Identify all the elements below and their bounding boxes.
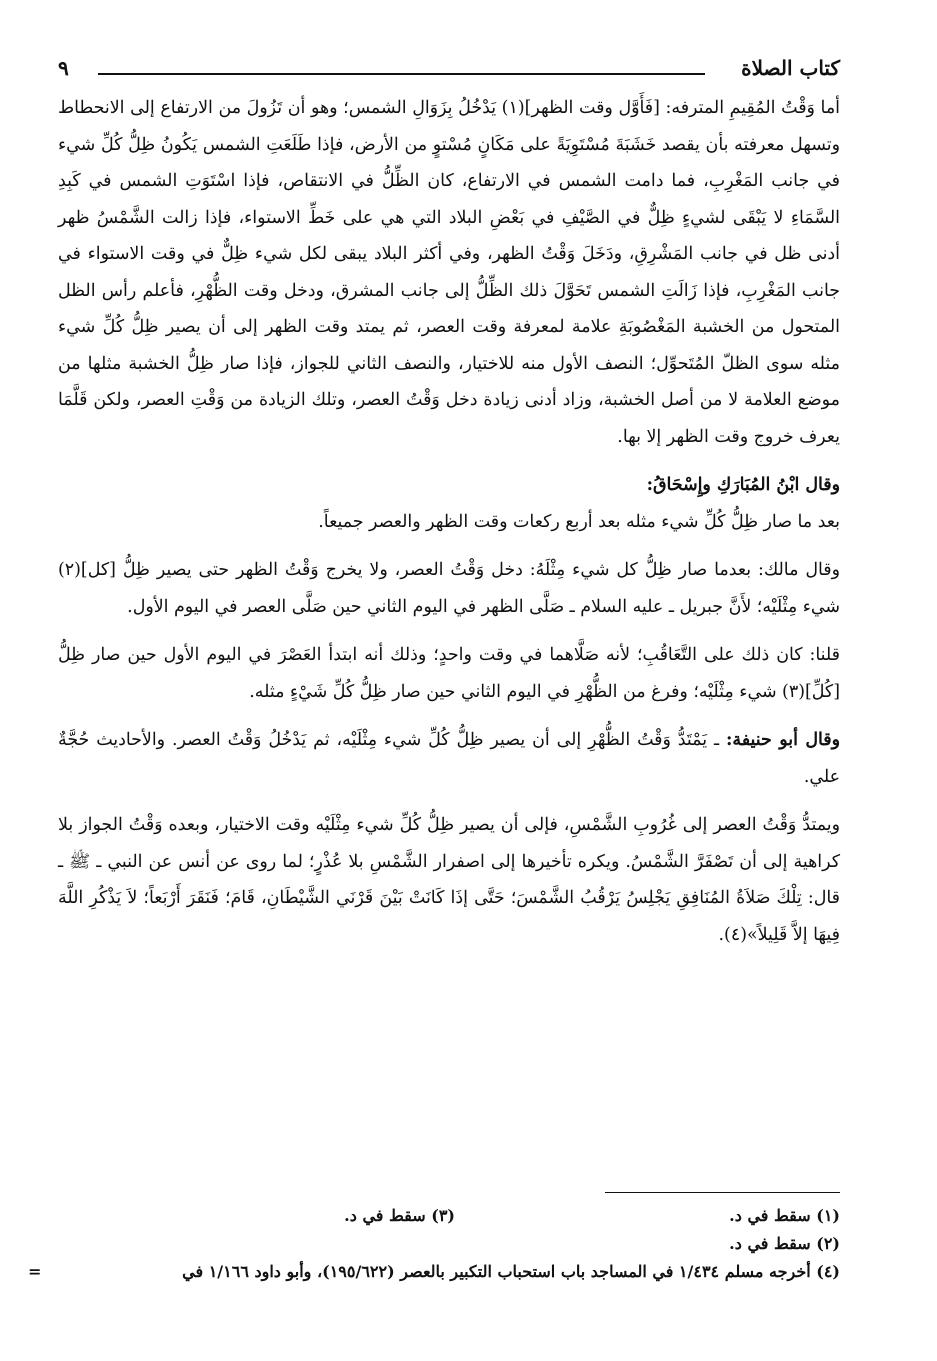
book-page (28, 40, 840, 1340)
page-header (58, 56, 840, 86)
paragraph-text: وقال مالك: بعدما صار ظِلُّ كل شيء مِثْلَهُ: دخل وَقْتُ العصر، ولا يخرج وَقْتُ الظهر حتى يصير ظِلُّ [كل](٢) شيء مِثْلَيْه؛ لأَنَّ جبريل ـ عليه السلام ـ صَلَّى الظهر في اليوم الثاني حين صَلَّى العصر في اليوم الأول. (58, 560, 840, 617)
paragraph-lead: وقال أبو حنيفة: (726, 730, 840, 750)
paragraph-text: قلنا: كان ذلك على التَّعَاقُبِ؛ لأنه صَلَّاهما في وقت واحدٍ؛ وذلك أنه ابتدأ العَصْرَ في اليوم الأول حين صار ظِلُّ [كُلِّ](٣) شيء مِثْلَيْه؛ وفرغ من الظُّهْرِ في اليوم الثاني حين صار ظِلُّ كُلِّ شَيْءٍ مثله. (58, 645, 840, 702)
footnote-1: (١) سقط في د. (729, 1206, 840, 1225)
paragraph-text: بعد ما صار ظِلُّ كُلِّ شيء مثله بعد أربع ركعات وقت الظهر والعصر جميعاً. (318, 511, 840, 532)
continuation-mark: = (28, 1262, 42, 1281)
paragraph-lead: وقال ابْنُ المُبَارَكِ وإِسْحَاقُ: (646, 475, 840, 495)
paragraph-ibn-mubarak-text (58, 504, 840, 541)
paragraph-text: ـ يَمْتَدُّ وَقْتُ الظُّهْرِ إلى أن يصير ظِلُّ كُلِّ شيء مِثْلَيْه، ثم يَدْخُلُ وَقْتُ العصر. والأحاديث حُجَّةٌ علي. (58, 730, 840, 787)
main-text (58, 90, 840, 953)
footnote-4: (٤) أخرجه مسلم ١/٤٣٤ في المساجد باب استحباب التكبير بالعصر (١٩٥/٦٢٢)، وأبو داود ١/١٦٦ في (182, 1262, 840, 1281)
paragraph-malik (58, 552, 840, 625)
paragraph-zuhr-time (58, 90, 840, 455)
footnote-row (28, 1258, 840, 1286)
header-rule (98, 73, 705, 75)
footnote-row (58, 1230, 840, 1258)
paragraph-asr-time (58, 807, 840, 953)
footnote-3: (٣) سقط في د. (344, 1206, 455, 1225)
footnote-row (58, 1202, 840, 1230)
page-number: ٩ (58, 56, 69, 80)
footnotes (28, 1202, 840, 1286)
paragraph-ibn-mubarak-heading (58, 467, 840, 504)
book-title: كتاب الصلاة (741, 56, 840, 80)
footnote-2: (٢) سقط في د. (729, 1234, 840, 1253)
paragraph-abu-hanifa (58, 722, 840, 795)
paragraph-response (58, 637, 840, 710)
paragraph-text: أما وَقْتُ المُقِيمِ المترفه: [فَأَوَّل وقت الظهر](١) يَدْخُلُ بِزَوَالِ الشمس؛ وهو أن تَزُولَ من الارتفاع إلى الانحطاط وتسهل معرفته بأن يقصد خَشَبَةَ مُسْتَوِيَةً على مَكَانٍ مُسْتوٍ من الأرض، فإذا طَلَعَتِ الشمس يَكُونُ ظِلُّ كُلِّ شيء في جانب المَغْرِبِ، فما دامت الشمس في الارتفاع، كان الظِّلُّ في الانتقاص، فإذا اسْتَوَتِ الشمس في كَبِدِ السَّمَاءِ لا يَبْقَى لشيءٍ ظِلٌّ في الصَّيْفِ في بَعْضِ البلاد التي هي على خَطِّ الاستواء، فإذا زالت الشَّمْسُ ظهر أدنى ظل في جانب المَشْرِقِ، ودَخَلَ وَقْتُ الظهر، وفي أكثر البلاد يبقى لكل شيء ظِلٌّ في وقت الاستواء في جانب المَغْرِبِ، فإذا زَالَتِ الشمس تَحَوَّلَ ذلك الظِّلُّ إلى جانب المشرق، ودخل وقت الظُّهْرِ، فأعلم رأس الظل المتحول من الخشبة المَغْصُوبَةِ علامة لمعرفة وقت العصر، ثم يمتد وقت الظهر إلى أن يصير ظِلُّ كُلِّ شيء مثله سوى الظلّ المُتَحوِّل؛ النصف الأول منه للاختيار، والنصف الثاني للجواز، فإذا صار ظِلُّ الخشبة مثلها من موضع العلامة لا من أصل الخشبة، وزاد أدنى زيادة دخل وَقْتُ العصر، وتلك الزيادة من وَقْتِ العصر، ولكن قَلَّمَا يعرف خروج وقت الظهر إلا بها. (58, 98, 840, 447)
footnote-separator (605, 1192, 840, 1193)
paragraph-text: ويمتدُّ وَقْتُ العصر إلى غُرُوبِ الشَّمْسِ، فإلى أن يصير ظِلُّ كُلِّ شيء مِثْلَيْه وقت الاختيار، وبعده وَقْتُ الجواز بلا كراهية إلى أن تَصْفَرَّ الشَّمْسُ. ويكره تأخيرها إلى اصفرار الشَّمْسِ بلا عُذْرٍ؛ لما روى عن أنس عن النبي ـ ﷺ ـ قال: تِلْكَ صَلاَةُ المُنَافِقِ يَجْلِسُ يَرْقُبُ الشَّمْسَ؛ حَتَّى إذَا كَانَتْ بَيْنَ قَرْنَي الشَّيْطَانِ، قَامَ؛ فَنَقَرَ أَرْبَعاً؛ لاَ يَذْكُرِ اللَّهَ فِيهَا إلاَّ قَلِيلاً»(٤). (58, 815, 840, 945)
